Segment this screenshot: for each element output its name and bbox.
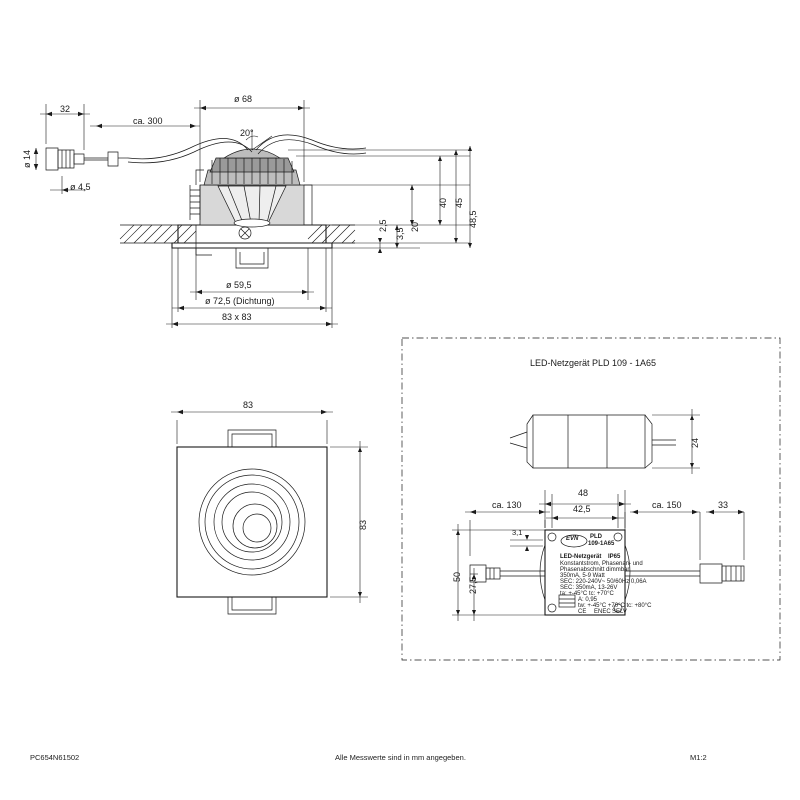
- dim-label-50: 50: [452, 571, 462, 582]
- driver-mark-enec: ENEC: [594, 609, 611, 615]
- dim-label-40: 40: [438, 197, 448, 208]
- driver-model-line2: 109-1A65: [588, 541, 615, 547]
- driver-spec-4: SEC: 350mA, 13-26V: [560, 585, 618, 591]
- driver-spec-0: Konstantstrom, Phasenan- und: [560, 561, 643, 567]
- dim-label-o595: ø 59,5: [226, 280, 252, 290]
- driver-spec-5: ta: +-45°C tc: +70°C: [560, 591, 614, 597]
- front-view: [171, 410, 368, 614]
- dim-label-front-83-top: 83: [243, 400, 254, 410]
- dim-label-20: 20: [410, 221, 420, 232]
- driver-spec-2: 350mA, 5-9 Watt: [560, 573, 605, 579]
- dim-label-ca130: ca. 130: [492, 500, 522, 510]
- dim-label-35: 3,5: [395, 227, 405, 240]
- ceiling-section-right: [308, 225, 355, 243]
- footer-part-number: PC654N61502: [30, 753, 80, 762]
- dim-label-o68: ø 68: [234, 94, 253, 104]
- driver-ip-line: IP65: [608, 554, 621, 560]
- dim-label-20deg: 20°: [240, 128, 254, 138]
- driver-type-line: LED-Netzgerät: [560, 554, 602, 560]
- driver-mark-selv: SELV: [612, 609, 627, 615]
- driver-side-view: [510, 409, 700, 474]
- driver-panel-title: LED-Netzgerät PLD 109 - 1A65: [530, 358, 657, 368]
- dim-label-o14: ø 14: [22, 149, 32, 168]
- dim-bottom-group: [166, 248, 338, 328]
- dim-label-33: 33: [718, 500, 729, 510]
- dim-label-31: 3,1: [512, 528, 523, 537]
- driver-spec-7: tw: +-45°C +70°C tc: +80°C: [578, 603, 652, 609]
- dim-label-ca150: ca. 150: [652, 500, 682, 510]
- driver-spec-6: A: 0,95: [578, 597, 598, 603]
- dim-label-48: 48: [578, 488, 589, 498]
- footer-note: Alle Messwerte sind in mm angegeben.: [335, 753, 466, 762]
- dim-label-425: 42,5: [573, 504, 591, 514]
- dim-label-ca300: ca. 300: [133, 116, 163, 126]
- driver-model-line1: PLD: [590, 534, 602, 540]
- dim-label-o725: ø 72,5 (Dichtung): [205, 296, 275, 306]
- driver-spec-3: SEC: 220-240V~ 50/60Hz 0,06A: [560, 579, 647, 585]
- dim-label-32: 32: [60, 104, 71, 114]
- dim-label-front-83-right: 83: [358, 519, 368, 530]
- dim-label-275: 27,5: [468, 576, 478, 594]
- driver-spec-1: Phasenabschnitt dimmbar: [560, 567, 630, 573]
- footer-scale: M1:2: [690, 753, 707, 762]
- dim-label-485: 48,5: [468, 210, 478, 228]
- dim-label-83x83: 83 x 83: [222, 312, 252, 322]
- dim-label-24: 24: [690, 437, 700, 448]
- driver-mark-ce: CE: [578, 609, 587, 615]
- driver-brand-label: EVN: [566, 536, 579, 542]
- dim-label-o45: ø 4,5: [70, 182, 91, 192]
- dim-label-45: 45: [454, 197, 464, 208]
- dim-label-25: 2,5: [378, 219, 388, 232]
- ceiling-section-left: [120, 225, 196, 243]
